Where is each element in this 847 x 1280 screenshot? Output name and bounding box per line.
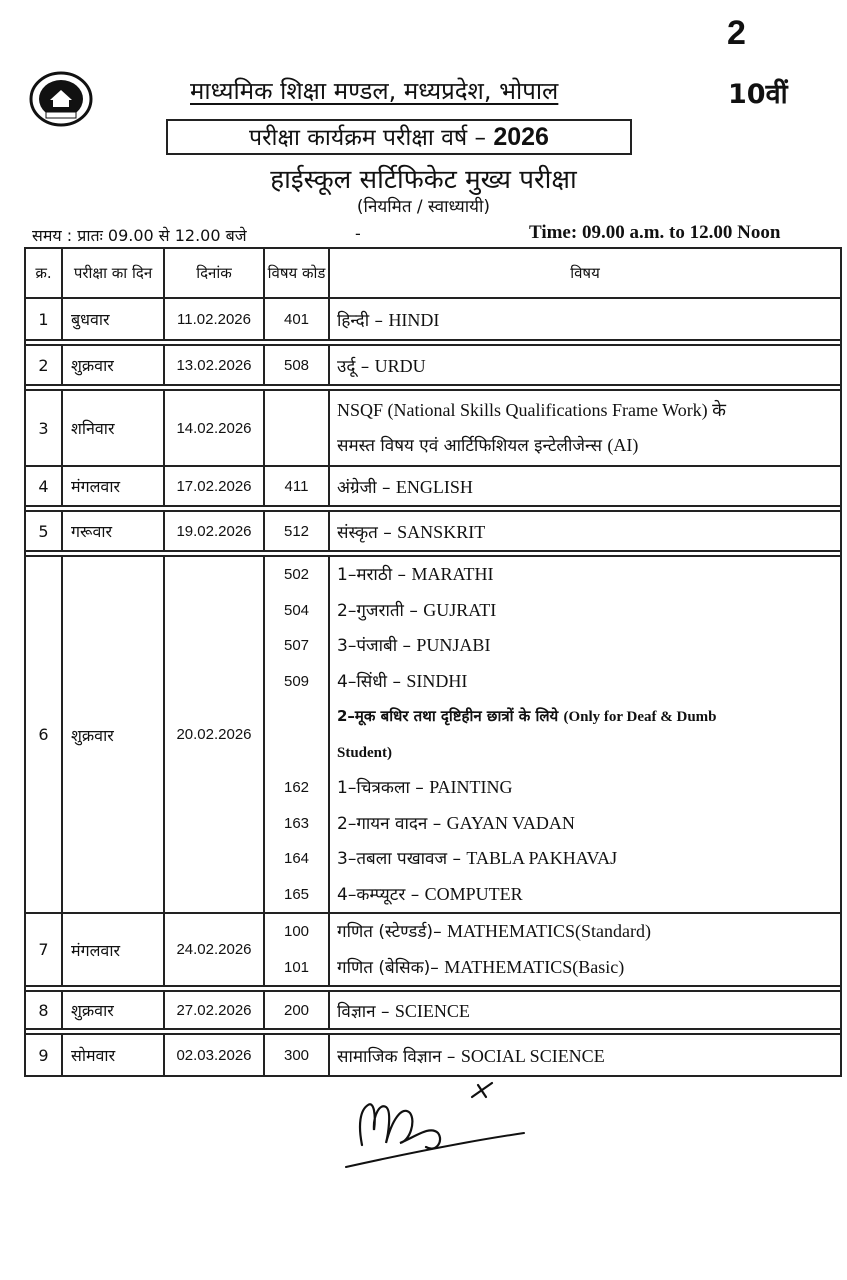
subject-english: SINDHI — [406, 670, 468, 691]
subject-english: PUNJABI — [416, 635, 491, 655]
cell-day: शुक्रवार — [62, 345, 164, 385]
subject-hindi: 1–चित्रकला – — [337, 778, 424, 798]
time-english: Time: 09.00 a.m. to 12.00 Noon — [529, 222, 781, 243]
subject-english: SOCIAL SCIENCE — [460, 1045, 605, 1066]
subject-line — [337, 664, 840, 700]
subject-english: TABLA PAKHAVAJ — [466, 848, 618, 868]
cell-date: 27.02.2026 — [164, 991, 264, 1029]
header-sr: क्र. — [25, 248, 62, 298]
subject-line — [337, 428, 840, 464]
page-number: 2 — [727, 14, 746, 52]
cell-day: बुधवार — [62, 298, 164, 340]
cell-sr: 9 — [25, 1034, 62, 1076]
header-subject: विषय — [329, 248, 841, 298]
cell-day: मंगलवार — [62, 913, 164, 986]
cell-date: 19.02.2026 — [164, 511, 264, 551]
table-row — [25, 390, 841, 466]
subject-english: (AI) — [607, 435, 639, 455]
table-row — [25, 913, 841, 986]
cell-code: 512 — [264, 511, 329, 551]
table-row — [25, 298, 841, 340]
subject-hindi: विज्ञान – — [337, 1001, 390, 1022]
subject-english: MATHEMATICS(Basic) — [444, 956, 625, 977]
subject-hindi: 4–कम्प्यूटर – — [337, 884, 420, 905]
cell-code: 200 — [264, 991, 329, 1029]
subject-line — [337, 770, 840, 806]
cell-day: शुक्रवार — [62, 991, 164, 1029]
code-line — [265, 735, 328, 771]
subject-line — [337, 950, 840, 986]
subject-english: MATHEMATICS(Standard) — [446, 921, 651, 941]
subject-english: PAINTING — [429, 777, 513, 797]
subject-hindi: हिन्दी – — [337, 310, 384, 331]
subject-english: HINDI — [388, 309, 440, 330]
subject-english: MARATHI — [411, 564, 494, 584]
subject-hindi: संस्कृत – — [337, 522, 392, 543]
schedule-year: 2026 — [493, 123, 549, 151]
subject-hindi: 2–गायन वादन – — [337, 813, 442, 834]
subject-hindi: 3–पंजाबी – — [337, 636, 412, 656]
cell-sr: 7 — [25, 913, 62, 986]
exam-schedule-table — [24, 247, 842, 1077]
cell-subject — [329, 913, 841, 986]
subject-line — [337, 699, 840, 735]
cell-date: 02.03.2026 — [164, 1034, 264, 1076]
cell-date: 20.02.2026 — [164, 556, 264, 913]
cell-date: 13.02.2026 — [164, 345, 264, 385]
subject-line — [337, 557, 840, 593]
header-date: दिनांक — [164, 248, 264, 298]
subject-hindi: 3–तबला पखावज – — [337, 849, 461, 869]
subject-english: (Only for Deaf & Dumb — [563, 709, 717, 725]
subject-line — [337, 628, 840, 664]
cell-date: 11.02.2026 — [164, 298, 264, 340]
cell-subject — [329, 511, 841, 551]
subject-line — [337, 914, 840, 950]
subject-english: SCIENCE — [394, 1000, 470, 1021]
cell-subject — [329, 991, 841, 1029]
exam-name: हाईस्कूल सर्टिफिकेट मुख्य परीक्षा — [270, 165, 577, 195]
cell-subject — [329, 390, 841, 466]
cell-day: शनिवार — [62, 390, 164, 466]
subject-english: URDU — [374, 355, 426, 376]
table-row — [25, 345, 841, 385]
subject-english: GUJRATI — [423, 599, 497, 620]
handwritten-signature-icon — [340, 1075, 530, 1175]
code-line: 164 — [283, 850, 310, 867]
table-header-row — [25, 248, 841, 298]
subject-line: NSQF (National Skills Qualifications Frame Work) के — [337, 399, 727, 420]
cell-sr: 5 — [25, 511, 62, 551]
cell-code — [264, 556, 329, 913]
cell-subject — [329, 298, 841, 340]
code-line: 509 — [283, 672, 310, 690]
header-code: विषय कोड — [264, 248, 329, 298]
subject-line — [337, 806, 840, 842]
table-row — [25, 556, 841, 913]
schedule-title-box — [166, 119, 632, 155]
cell-date: 24.02.2026 — [164, 913, 264, 986]
cell-subject — [329, 345, 841, 385]
cell-sr: 1 — [25, 298, 62, 340]
code-line: 163 — [283, 814, 310, 832]
code-line: 507 — [283, 637, 310, 654]
table-row — [25, 991, 841, 1029]
subject-english: COMPUTER — [424, 883, 523, 904]
cell-date: 14.02.2026 — [164, 390, 264, 466]
cell-day: शुक्रवार — [62, 556, 164, 913]
subject-english: GAYAN VADAN — [446, 812, 575, 833]
subject-hindi: अंग्रेजी – — [337, 477, 391, 498]
table-row — [25, 511, 841, 551]
header-day: परीक्षा का दिन — [62, 248, 164, 298]
cell-subject — [329, 556, 841, 913]
code-line: 101 — [283, 958, 310, 976]
cell-code: 508 — [264, 345, 329, 385]
exam-type: (नियमित / स्वाध्यायी) — [356, 197, 491, 217]
subject-hindi: 1–मराठी – — [337, 565, 407, 585]
subject-english: Student) — [337, 744, 393, 761]
cell-subject — [329, 466, 841, 506]
cell-day: मंगलवार — [62, 466, 164, 506]
cell-sr: 6 — [25, 556, 62, 913]
cell-sr: 8 — [25, 991, 62, 1029]
subject-hindi: सामाजिक विज्ञान – — [337, 1046, 456, 1067]
subject-hindi: समस्त विषय एवं आर्टिफिशियल इन्टेलीजेन्स — [337, 436, 602, 456]
cell-code — [264, 913, 329, 986]
subject-hindi: 4–सिंधी – — [337, 671, 401, 692]
class-label: 10वीं — [728, 79, 788, 110]
subject-line — [337, 841, 840, 877]
subject-hindi: उर्दू – — [337, 356, 370, 377]
schedule-title: परीक्षा कार्यक्रम परीक्षा वर्ष – — [249, 125, 487, 151]
cell-code: 411 — [264, 466, 329, 506]
subject-english: ENGLISH — [395, 476, 473, 497]
subject-hindi: गणित (स्टेण्डर्ड)– — [337, 922, 442, 942]
code-line: 162 — [283, 779, 310, 796]
time-dash: - — [355, 224, 361, 243]
cell-code: 300 — [264, 1034, 329, 1076]
cell-sr: 4 — [25, 466, 62, 506]
subject-hindi: 2–गुजराती – — [337, 600, 418, 621]
subject-hindi: 2–मूक बधिर तथा दृष्टिहीन छात्रों के लिये — [337, 707, 559, 725]
cell-day: सोमवार — [62, 1034, 164, 1076]
cell-sr: 2 — [25, 345, 62, 385]
subject-english: SANSKRIT — [397, 521, 486, 542]
cell-code — [264, 390, 329, 466]
cell-sr: 3 — [25, 390, 62, 466]
cell-subject — [329, 1034, 841, 1076]
board-name: माध्यमिक शिक्षा मण्डल, मध्यप्रदेश, भोपाल — [190, 77, 559, 105]
subject-line — [337, 593, 840, 629]
cell-code: 401 — [264, 298, 329, 340]
time-hindi: समय : प्रातः 09.00 से 12.00 बजे — [32, 226, 247, 245]
code-line: 100 — [283, 923, 310, 940]
board-seal-icon — [28, 70, 94, 128]
cell-date: 17.02.2026 — [164, 466, 264, 506]
code-line: 165 — [283, 885, 310, 903]
cell-day: गरूवार — [62, 511, 164, 551]
code-line: 504 — [283, 601, 310, 619]
subject-line — [337, 877, 840, 913]
subject-line — [337, 735, 840, 771]
table-row — [25, 1034, 841, 1076]
table-row — [25, 466, 841, 506]
subject-hindi: गणित (बेसिक)– — [337, 957, 439, 978]
code-line: 502 — [283, 566, 310, 583]
code-line — [265, 699, 328, 735]
